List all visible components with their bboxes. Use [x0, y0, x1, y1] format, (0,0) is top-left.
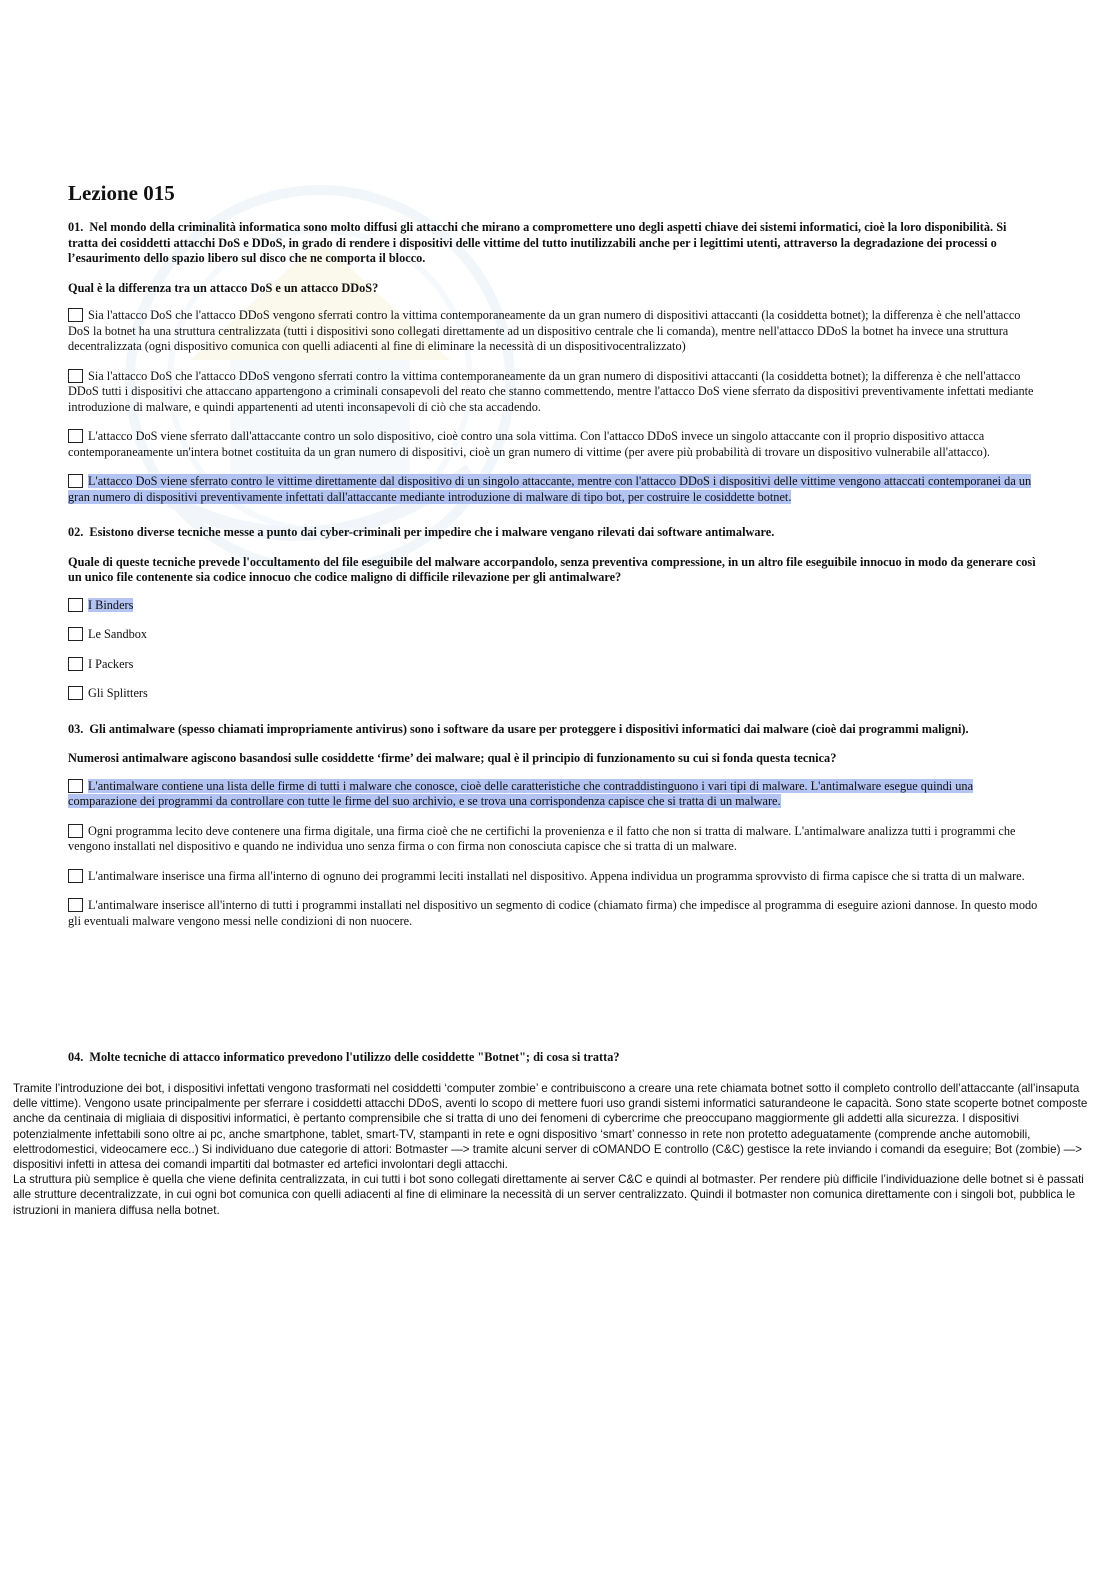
answer-option: [68, 369, 1038, 416]
answer-option: [68, 898, 1038, 929]
answer-option-highlighted: [68, 598, 1038, 614]
question-number: 03.: [68, 721, 84, 736]
answer-option: [68, 824, 1038, 855]
question-intro: [68, 525, 1038, 541]
question-number: 04.: [68, 1050, 84, 1064]
answer-option: [68, 686, 1038, 702]
checkbox[interactable]: [68, 686, 83, 700]
question-intro-text: Gli antimalware (spesso chiamati impropriamente antivirus) sono i software da usare per proteggere i dispositivi informatici dai malware (cioè dai programmi maligni).: [89, 721, 969, 736]
option-text: L'antimalware inserisce all'interno di tutti i programmi installati nel dispositivo un segmento di codice (chiamato firma) che impedisce al programma di eseguire azioni dannose. In questo modo gli eventuali malware vengono messi nelle condizioni di non nuocere.: [68, 898, 1038, 928]
question-text: Qual è la differenza tra un attacco DoS e un attacco DDoS?: [68, 280, 379, 295]
question-text: Numerosi antimalware agiscono basandosi sulle cosiddette ‘firme’ dei malware; qual è il principio di funzionamento su cui si fonda questa tecnica?: [68, 751, 837, 765]
option-text: L'antimalware contiene una lista delle firme di tutti i malware che conosce, cioè delle caratteristiche che contraddistinguono i vari tipi di malware. L'antimalware esegue quindi una comparazione dei programmi da controllare con tutte le firme del suo archivio, e se trova una corrispondenza capisce che si tratta di un malware.: [68, 778, 974, 808]
question-text: Quale di queste tecniche prevede l'occultamento del file eseguibile del malware accorpandolo, senza preventiva compressione, in un altro file eseguibile innocuo in modo da generare così un unico file contenente sia codice innocuo che codice maligno di difficile rilevazione per gli antimalware?: [68, 554, 1036, 584]
option-text: I Binders: [88, 597, 134, 612]
option-text: I Packers: [88, 656, 134, 671]
option-text: Le Sandbox: [88, 627, 148, 641]
question-intro-text: Nel mondo della criminalità informatica sono molto diffusi gli attacchi che mirano a compromettere uno degli aspetti chiave dei sistemi informatici, cioè la loro disponibilità. Si tratta dei cosiddetti attacchi DoS e DDoS, in grado di rendere i dispositivi delle vittime del tutto inutilizzabili anche per i legittimi utenti, attraverso la degradazione dei processi o l’esaurimento dello spazio libero sul disco che ne comporta il blocco.: [68, 220, 1007, 265]
checkbox[interactable]: [68, 369, 83, 383]
page-title: Lezione 015: [68, 181, 175, 205]
question-intro-text: Esistono diverse tecniche messe a punto dai cyber-criminali per impedire che i malware vengano rilevati dai software antimalware.: [89, 525, 775, 539]
option-text: L'attacco DoS viene sferrato contro le vittime direttamente dal dispositivo di un singolo attaccante, mentre con l'attacco DDoS i dispositivi delle vittime vengono attaccati contemporanei da un gran numero di dispositivi preventivamente infettati dall'attaccante mediante introduzione di malware di tipo bot, per costruire le cosiddette botnet.: [68, 474, 1032, 504]
checkbox[interactable]: [68, 598, 83, 612]
option-text: Sia l'attacco DoS che l'attacco DDoS vengono sferrati contro la vittima contemporaneamente da un gran numero di dispositivi attaccanti (la cosiddetta botnet); la differenza è che nell'attacco DDoS tutti i dispositivi che attaccano appartengono a criminali consapevoli del reato che stanno commettendo, mentre l'attacco DoS viene sferrato da dispositivi preventivamente infettati mediante introduzione di malware, e quindi appartenenti ad utenti inconsapevoli di ciò che sta accadendo.: [68, 368, 1034, 414]
option-text: L'attacco DoS viene sferrato dall'attaccante contro un solo dispositivo, cioè contro una sola vittima. Con l'attacco DDoS invece un singolo attaccante con il proprio dispositivo attacca contemporaneamente un'intera botnet costituita da un gran numero di dispositivi, cioè un gran numero di vittime (per avere più probabilità di trovare un dispositivo vulnerabile all'attacco).: [68, 429, 990, 459]
option-text: Sia l'attacco DoS che l'attacco DDoS vengono sferrati contro la vittima contemporaneamente da un gran numero di dispositivi attaccanti (la cosiddetta botnet); la differenza è che nell'attacco DoS la botnet ha una struttura centralizzata (tutti i dispositivi sono collegati direttamente ad un dispositivo centrale che li comanda), mentre nell'attacco DDoS la botnet ha invece una struttura decentralizzata (ogni dispositivo comunica con quelli adiacenti al fine di eliminare la necessità di un dispositivocentralizzato): [68, 308, 1021, 353]
open-answer: [13, 1081, 1098, 1218]
answer-option: [68, 308, 1038, 355]
checkbox[interactable]: [68, 824, 83, 838]
checkbox[interactable]: [68, 869, 83, 883]
answer-option: [68, 627, 1038, 643]
answer-option-highlighted: [68, 474, 1038, 505]
option-text: Gli Splitters: [88, 686, 148, 700]
answer-option-highlighted: [68, 779, 1038, 810]
question-intro: [68, 722, 1038, 738]
question-2: [68, 525, 1038, 702]
answer-paragraph: La struttura più semplice è quella che viene definita centralizzata, in cui tutti i bot sono collegati direttamente ai server C&C e quindi al botmaster. Per rendere più difficile l’individuazione delle botnet si è passati alle strutture decentralizzate, in cui ogni bot comunica con quelli adiacenti al fine di eliminare la necessità di un server centralizzato. Quindi il botmaster non comunica direttamente con i singoli bot, pubblica le istruzioni in maniera diffusa nella botnet.: [13, 1173, 1084, 1217]
question-4-text: [68, 1050, 620, 1065]
question-text: Molte tecniche di attacco informatico prevedono l'utilizzo delle cosiddette "Botnet"; di cosa si tratta?: [89, 1050, 620, 1064]
question-1: [68, 220, 1038, 505]
question-number: 02.: [68, 525, 84, 539]
answer-option: [68, 429, 1038, 460]
checkbox[interactable]: [68, 474, 83, 488]
checkbox[interactable]: [68, 627, 83, 641]
checkbox[interactable]: [68, 657, 83, 671]
checkbox[interactable]: [68, 898, 83, 912]
question-intro: [68, 220, 1038, 267]
checkbox[interactable]: [68, 429, 83, 443]
option-text: L'antimalware inserisce una firma all'interno di ognuno dei programmi leciti installati nel dispositivo. Appena individua un programma sprovvisto di firma capisce che si tratta di un malware.: [88, 868, 1025, 883]
answer-option: [68, 869, 1038, 885]
option-text: Ogni programma lecito deve contenere una firma digitale, una firma cioè che ne certifichi la provenienza e il fatto che non si tratta di malware. L'antimalware analizza tutti i programmi che vengono installati nel dispositivo e quando ne individua uno senza firma o con firma non conosciuta capisce che si tratta di un malware.: [68, 823, 1016, 853]
question-3: [68, 722, 1038, 930]
quiz-content: [68, 220, 1038, 949]
question-number: 01.: [68, 220, 84, 234]
answer-option: [68, 657, 1038, 673]
checkbox[interactable]: [68, 308, 83, 322]
checkbox[interactable]: [68, 779, 83, 793]
answer-paragraph: Tramite l’introduzione dei bot, i dispositivi infettati vengono trasformati nel cosiddetti ‘computer zombie’ e contribuiscono a creare una rete chiamata botnet sotto il completo controllo dell’attaccante (all’insaputa delle vittime). Vengono usate principalmente per sferrare i cosiddetti attacchi DDoS, aventi lo scopo di mettere fuori uso grandi sistemi informatici saturandeone le capacità. Sono state scoperte botnet composte anche da centinaia di migliaia di dispositivi informatici, è pertanto comprensibile che si tratta di uno dei fenomeni di cybercrime che preoccupano maggiormente gli addetti alla sicurezza. I dispositivi potenzialmente infettabili sono oltre ai pc, anche smartphone, tablet, smart-TV, stampanti in rete e ogni dispositivo ‘smart’ connesso in rete non protetto adeguatamente (comprende anche automobili, elettrodomestici, videocamere ecc..) Si individuano due categorie di attori: Botmaster —> tramite alcuni server di cOMANDO E controllo (C&C) gestisce la rete inviando i comandi da eseguire; Bot (zombie) —> dispositivi infetti in attesa dei comandi impartiti dal botmaster ed artefici involontari degli attacchi.: [13, 1082, 1088, 1172]
